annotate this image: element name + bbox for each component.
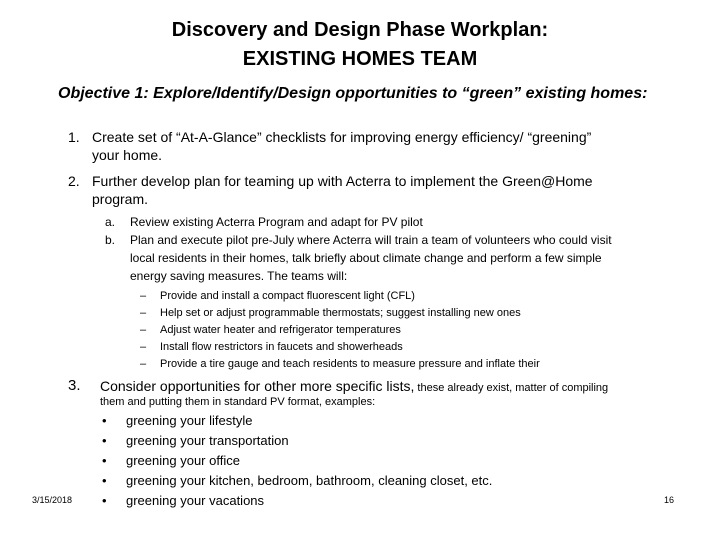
subitem-b-letter: b. — [105, 233, 116, 247]
page-title-line-1: Discovery and Design Phase Workplan: — [171, 19, 549, 41]
dash-item-1: Provide and install a compact fluorescent light (CFL) — [160, 290, 415, 302]
subitem-a-text: Review existing Acterra Program and adapt for PV pilot — [130, 215, 423, 229]
page-title-line-2: EXISTING HOMES TEAM — [242, 48, 478, 70]
subitem-a-letter: a. — [105, 215, 116, 229]
bullet-item-2: greening your transportation — [126, 433, 289, 448]
dash-marker: – — [140, 290, 147, 302]
item-2-number: 2. — [68, 173, 80, 189]
bullet-icon: • — [102, 413, 107, 428]
dash-item-3: Adjust water heater and refrigerator temperatures — [160, 324, 401, 336]
item-2-line-1: Further develop plan for teaming up with Acterra to implement the Green@Home — [92, 173, 593, 189]
bullet-icon: • — [102, 453, 107, 468]
item-3-lead: Consider opportunities for other more specific lists, — [100, 378, 415, 394]
bullet-item-3: greening your office — [126, 453, 240, 468]
item-3-line-2: them and putting them in standard PV format, examples: — [100, 396, 376, 408]
dash-item-2: Help set or adjust programmable thermostats; suggest installing new ones — [160, 307, 521, 319]
dash-marker: – — [140, 358, 147, 370]
bullet-icon: • — [102, 473, 107, 488]
dash-item-4: Install flow restrictors in faucets and showerheads — [160, 341, 403, 353]
objective-heading: Objective 1: Explore/Identify/Design opportunities to “green” existing homes: — [58, 85, 648, 102]
footer-date: 3/15/2018 — [32, 495, 73, 505]
dash-marker: – — [140, 324, 147, 336]
bullet-item-5: greening your vacations — [126, 493, 265, 508]
bullet-item-1: greening your lifestyle — [126, 413, 253, 428]
dash-item-5: Provide a tire gauge and teach residents to measure pressure and inflate their — [160, 358, 540, 370]
item-1-number: 1. — [68, 129, 80, 145]
subitem-b-line-2: local residents in their homes, talk briefly about climate change and perform a few simple — [130, 251, 602, 265]
bullet-item-4: greening your kitchen, bedroom, bathroom, cleaning closet, etc. — [126, 473, 493, 488]
item-1-line-1: Create set of “At-A-Glance” checklists for improving energy efficiency/ “greening” — [92, 129, 592, 145]
dash-marker: – — [140, 341, 147, 353]
bullet-icon: • — [102, 493, 107, 508]
item-2-line-2: program. — [92, 191, 149, 207]
subitem-b-line-1: Plan and execute pilot pre-July where Acterra will train a team of volunteers who could visit — [130, 233, 612, 247]
page-number: 16 — [664, 495, 675, 505]
subitem-b-line-3: energy saving measures. The teams will: — [130, 269, 348, 283]
item-3-tail: these already exist, matter of compiling — [414, 382, 609, 394]
item-3-number: 3. — [68, 377, 81, 394]
dash-marker: – — [140, 307, 147, 319]
item-1-line-2: your home. — [92, 147, 163, 163]
bullet-icon: • — [102, 433, 107, 448]
